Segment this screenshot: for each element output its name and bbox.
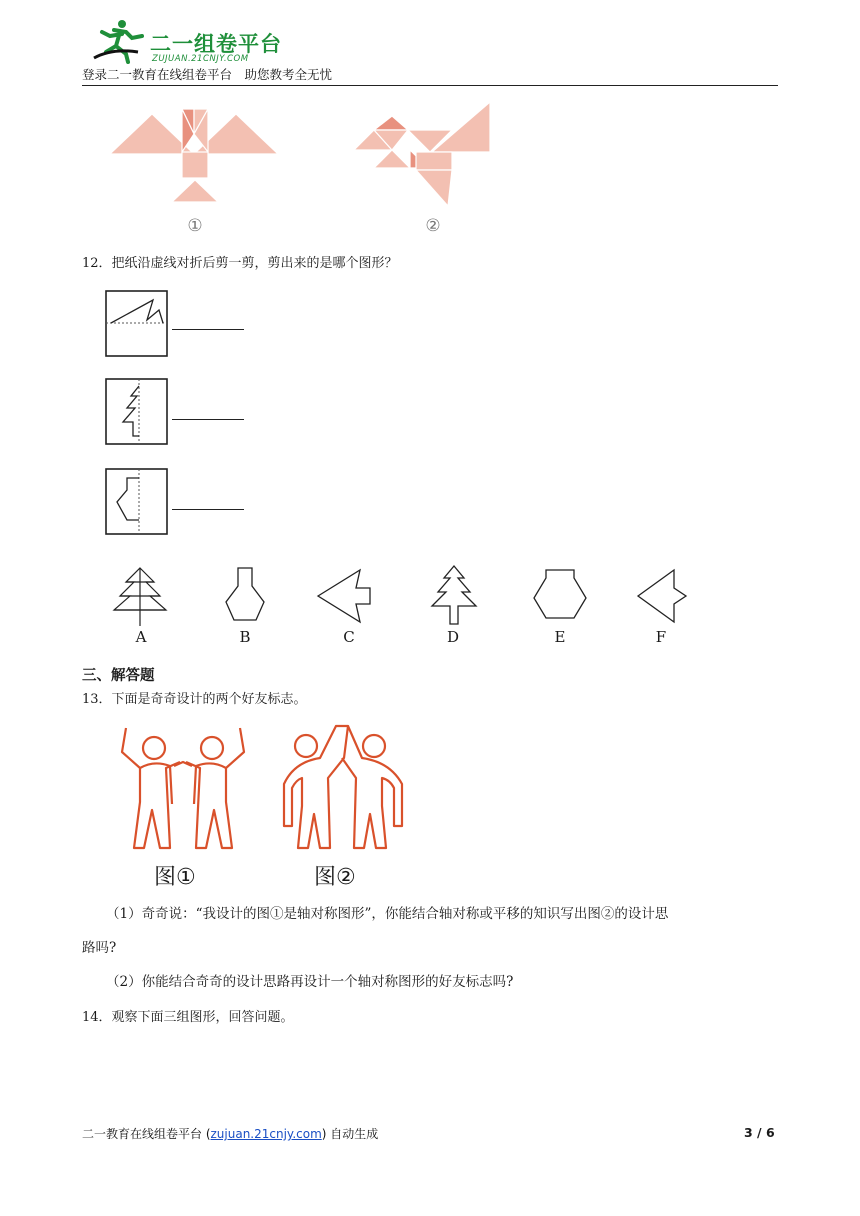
page-number: 3 / 6 bbox=[744, 1125, 775, 1140]
option-e-hexagon-shape bbox=[530, 566, 590, 626]
question-13-part-1-line-2: 路吗? bbox=[82, 940, 117, 956]
option-label-e: E bbox=[554, 628, 566, 646]
figure-1-label: 图① bbox=[154, 865, 196, 890]
header-subtitle: 登录二一教育在线组卷平台 助您教考全无忧 bbox=[82, 67, 333, 82]
question-13-part-2: （2）你能结合奇奇的设计思路再设计一个轴对称图形的好友标志吗? bbox=[106, 974, 514, 990]
tangram-label-1: ① bbox=[187, 216, 203, 236]
option-label-d: D bbox=[446, 628, 460, 646]
logo-text: 二一组卷平台 bbox=[150, 32, 282, 56]
question-14-text: 14．观察下面三组图形，回答问题。 bbox=[82, 1010, 294, 1025]
question-12-text: 12．把纸沿虚线对折后剪一剪，剪出来的是哪个图形？ bbox=[82, 256, 398, 271]
option-a-tree-shape bbox=[110, 566, 170, 626]
answer-line-2[interactable] bbox=[172, 419, 244, 420]
answer-line-1[interactable] bbox=[172, 329, 244, 330]
figure-2-label: 图② bbox=[314, 865, 356, 890]
header-logo bbox=[92, 18, 292, 64]
fold-paper-3 bbox=[105, 468, 169, 536]
fold-paper-1 bbox=[105, 290, 169, 358]
option-f-arrow-shape bbox=[634, 566, 694, 626]
runner-logo-icon bbox=[92, 18, 148, 64]
tangram-label-2: ② bbox=[425, 216, 441, 236]
answer-line-3[interactable] bbox=[172, 509, 244, 510]
option-d-tree-shape bbox=[424, 564, 484, 626]
option-c-arrow-shape bbox=[316, 566, 376, 626]
option-label-f: F bbox=[655, 628, 667, 646]
option-label-b: B bbox=[239, 628, 251, 646]
question-13-part-1-line-1: （1）奇奇说：“我设计的图①是轴对称图形”，你能结合轴对称或平移的知识写出图②的设计思 bbox=[106, 906, 669, 922]
option-label-c: C bbox=[343, 628, 355, 646]
friend-logo-figure-1 bbox=[118, 722, 248, 852]
header-rule bbox=[82, 85, 778, 86]
option-b-vase-shape bbox=[220, 566, 270, 626]
fold-paper-2 bbox=[105, 378, 169, 446]
friend-logo-figure-2 bbox=[278, 722, 408, 852]
question-13-text: 13．下面是奇奇设计的两个好友标志。 bbox=[82, 692, 307, 707]
section-3-title: 三、解答题 bbox=[82, 668, 155, 684]
footer-suffix: ) 自动生成 bbox=[321, 1127, 379, 1141]
tangram-plane-figure bbox=[352, 100, 492, 210]
option-label-a: A bbox=[135, 628, 147, 646]
footer-left bbox=[82, 1125, 378, 1142]
tangram-bird-figure bbox=[110, 104, 280, 204]
footer-prefix: 二一教育在线组卷平台 ( bbox=[82, 1127, 211, 1141]
logo-url: ZUJUAN.21CNJY.COM bbox=[152, 54, 249, 64]
footer-link[interactable]: zujuan.21cnjy.com bbox=[210, 1127, 322, 1141]
